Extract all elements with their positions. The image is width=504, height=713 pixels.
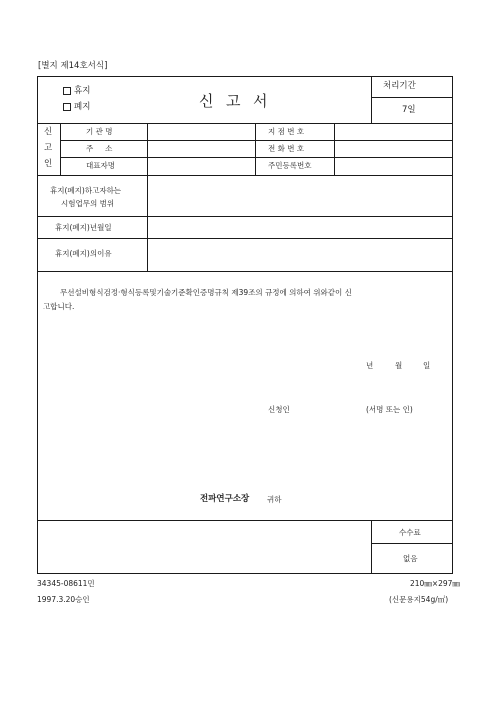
approval-date: 1997.3.20승인: [37, 595, 90, 604]
resident-number-label: 주민등록번호: [268, 161, 312, 170]
agency-name-field[interactable]: [148, 124, 254, 140]
scope-field[interactable]: [148, 176, 452, 216]
processing-period-value: 7일: [402, 105, 416, 115]
option-checkbox-abolish[interactable]: [63, 103, 71, 111]
representative-field[interactable]: [148, 158, 254, 175]
processing-period-label: 처리기간: [383, 81, 416, 91]
address-label: 주 소: [86, 144, 113, 153]
paper-size: 210㎜×297㎜: [410, 579, 460, 588]
phone-number-label: 전 화 번 호: [268, 144, 305, 153]
fee-value: 없음: [403, 554, 418, 563]
date-year: 년: [366, 361, 374, 370]
agency-name-label: 기 관 명: [86, 127, 113, 136]
reason-label: 휴지(폐지)의이유: [55, 249, 112, 258]
recipient-name: 전파연구소장: [200, 494, 250, 504]
address-field[interactable]: [148, 141, 254, 157]
fee-row-divider: [371, 543, 453, 544]
reason-bottom-divider: [37, 271, 453, 272]
paper-spec: (신문용지54g/㎡): [389, 595, 449, 604]
statement-line1: 무선설비형식검정·형식등록및기술기준확인증명규칙 제39조의 규정에 의하여 위와같이 신: [60, 288, 352, 297]
date-month: 월: [395, 361, 403, 370]
statement-line2: 고합니다.: [43, 302, 75, 311]
date-day: 일: [423, 361, 431, 370]
date-label: 휴지(폐지)년월일: [55, 223, 112, 232]
processing-divider: [371, 76, 372, 123]
applicant-mid-divider: [255, 123, 256, 175]
fee-label: 수수료: [399, 528, 421, 537]
applicant-label-char-2: 고: [44, 143, 53, 153]
scope-label-line1: 휴지(폐지)하고자하는: [50, 186, 122, 195]
recipient-honorific: 귀하: [267, 495, 282, 504]
option-checkbox-suspend[interactable]: [63, 87, 71, 95]
applicant-label-char-3: 인: [44, 159, 53, 169]
form-code: 34345-08611민: [37, 579, 95, 588]
option-label-suspend: 휴지: [74, 86, 91, 96]
option-label-abolish: 폐지: [74, 102, 91, 112]
fee-top-divider: [37, 520, 453, 521]
resident-number-field[interactable]: [335, 158, 452, 175]
fee-divider: [371, 520, 372, 574]
branch-number-field[interactable]: [335, 124, 452, 140]
form-title: 신 고 서: [199, 92, 269, 110]
applicant-label-divider: [60, 123, 61, 175]
scope-label-line2: 시험업무의 범위: [61, 199, 115, 208]
applicant-signature-label: 신청인: [268, 405, 290, 414]
form-number: [별지 제14호서식]: [38, 61, 108, 71]
signature-note: (서명 또는 인): [366, 405, 413, 414]
date-field[interactable]: [148, 217, 452, 238]
branch-number-label: 지 점 번 호: [268, 127, 305, 136]
applicant-label-char-1: 신: [44, 127, 53, 137]
phone-number-field[interactable]: [335, 141, 452, 157]
representative-label: 대표자명: [86, 161, 115, 170]
reason-field[interactable]: [148, 239, 452, 271]
processing-row-divider: [371, 97, 453, 98]
